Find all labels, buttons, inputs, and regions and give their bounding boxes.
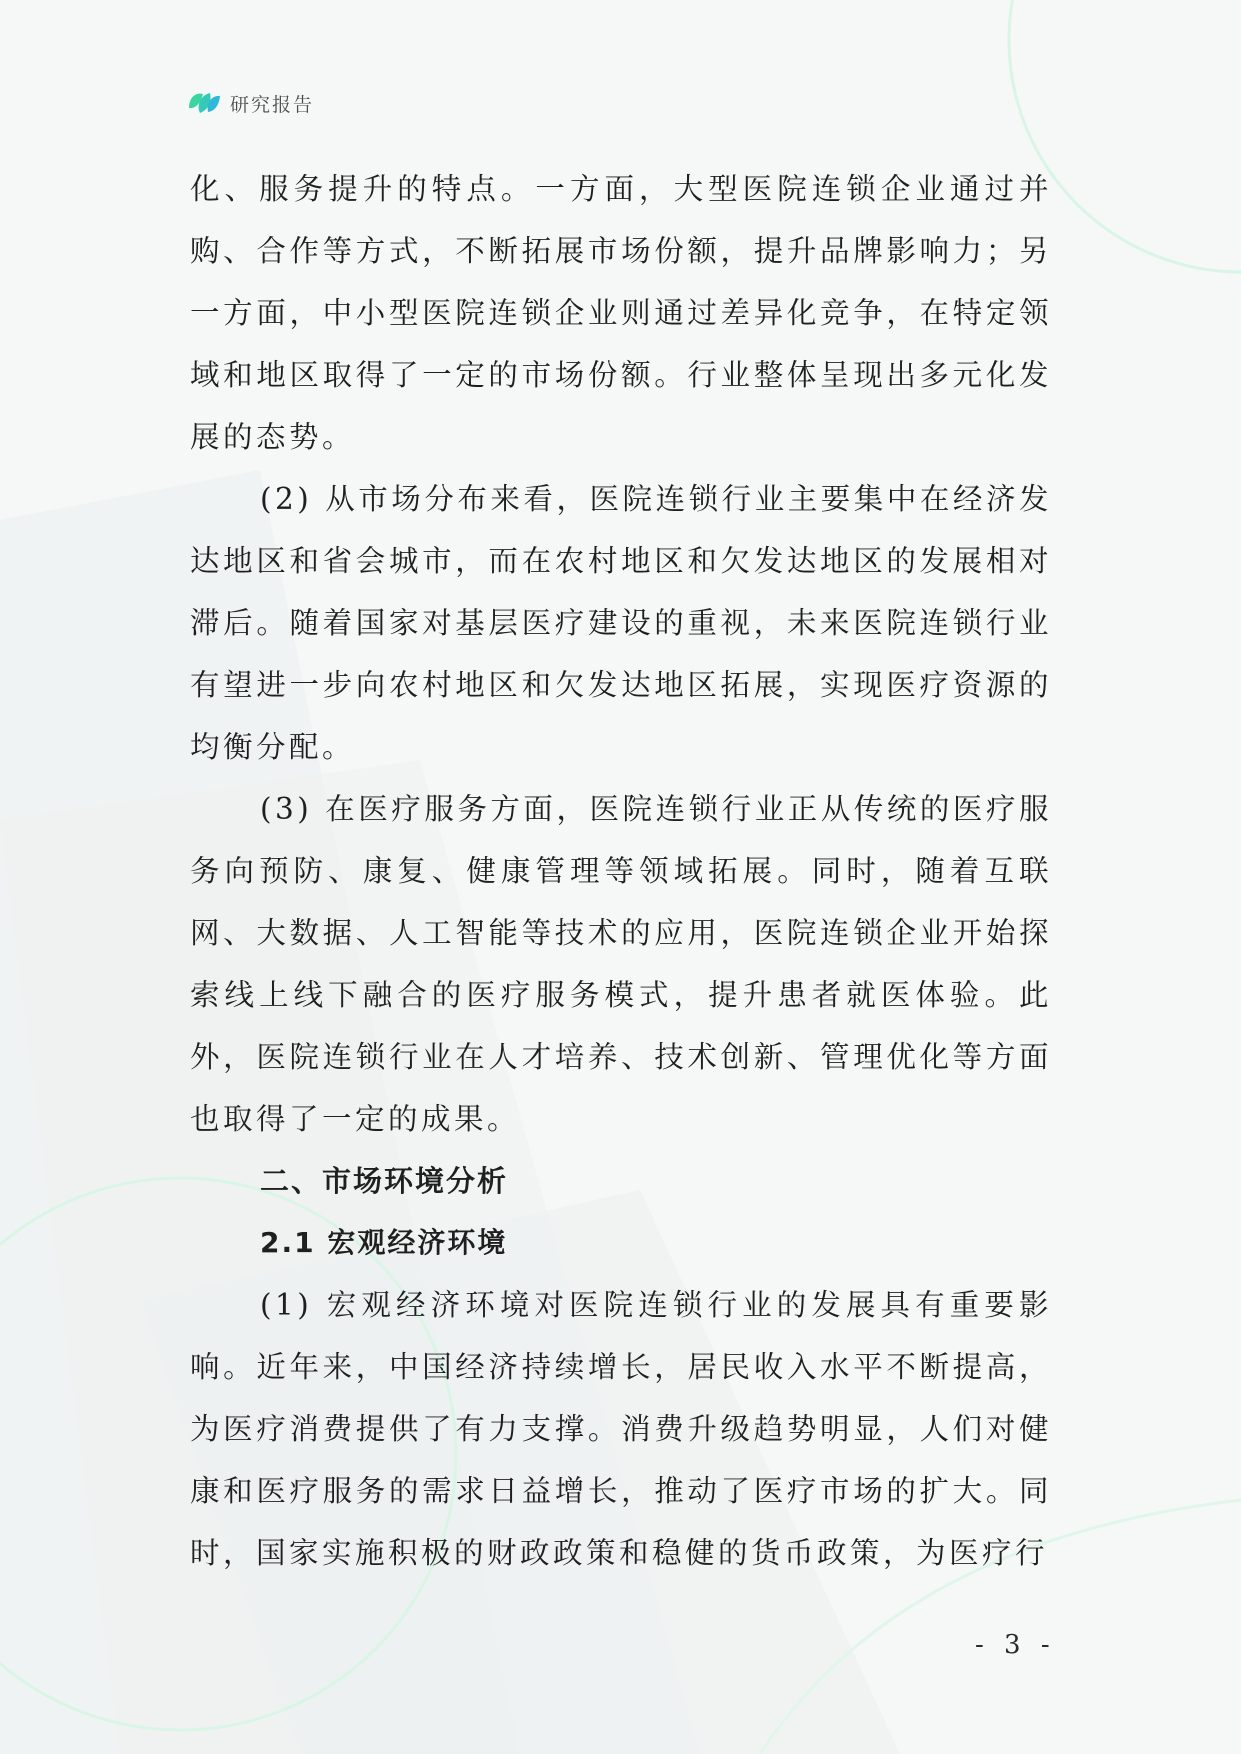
report-body xyxy=(190,158,1052,1584)
paragraph-medical-services: (3) 在医疗服务方面，医院连锁行业正从传统的医疗服务向预防、康复、健康管理等领域拓展。同时，随着互联网、大数据、人工智能等技术的应用，医院连锁企业开始探索线上线下融合的医疗服务模式，提升患者就医体验。此外，医院连锁行业在人才培养、技术创新、管理优化等方面也取得了一定的成果。 xyxy=(190,792,1052,1136)
section-heading: 二、市场环境分析 xyxy=(260,1164,509,1198)
header-title: 研究报告 xyxy=(230,93,315,116)
leaf-logo-icon xyxy=(186,88,222,118)
paragraph-macro-economy: (1) 宏观经济环境对医院连锁行业的发展具有重要影响。近年来，中国经济持续增长，居民收入水平不断提高，为医疗消费提供了有力支撑。消费升级趋势明显，人们对健康和医疗服务的需求日益增长，推动了医疗市场的扩大。同时，国家实施积极的财政政策和稳健的货币政策，为医疗行 xyxy=(190,1288,1052,1570)
paragraph-continued: 化、服务提升的特点。一方面，大型医院连锁企业通过并购、合作等方式，不断拓展市场份额，提升品牌影响力；另一方面，中小型医院连锁企业则通过差异化竞争，在特定领域和地区取得了一定的市场份额。行业整体呈现出多元化发展的态势。 xyxy=(190,172,1052,454)
page-number: - 3 - xyxy=(975,1630,1056,1660)
report-header xyxy=(186,88,314,118)
paragraph-market-distribution: (2) 从市场分布来看，医院连锁行业主要集中在经济发达地区和省会城市，而在农村地区和欠发达地区的发展相对滞后。随着国家对基层医疗建设的重视，未来医院连锁行业有望进一步向农村地区和欠发达地区拓展，实现医疗资源的均衡分配。 xyxy=(190,482,1052,764)
subsection-heading: 2.1 宏观经济环境 xyxy=(260,1226,508,1259)
